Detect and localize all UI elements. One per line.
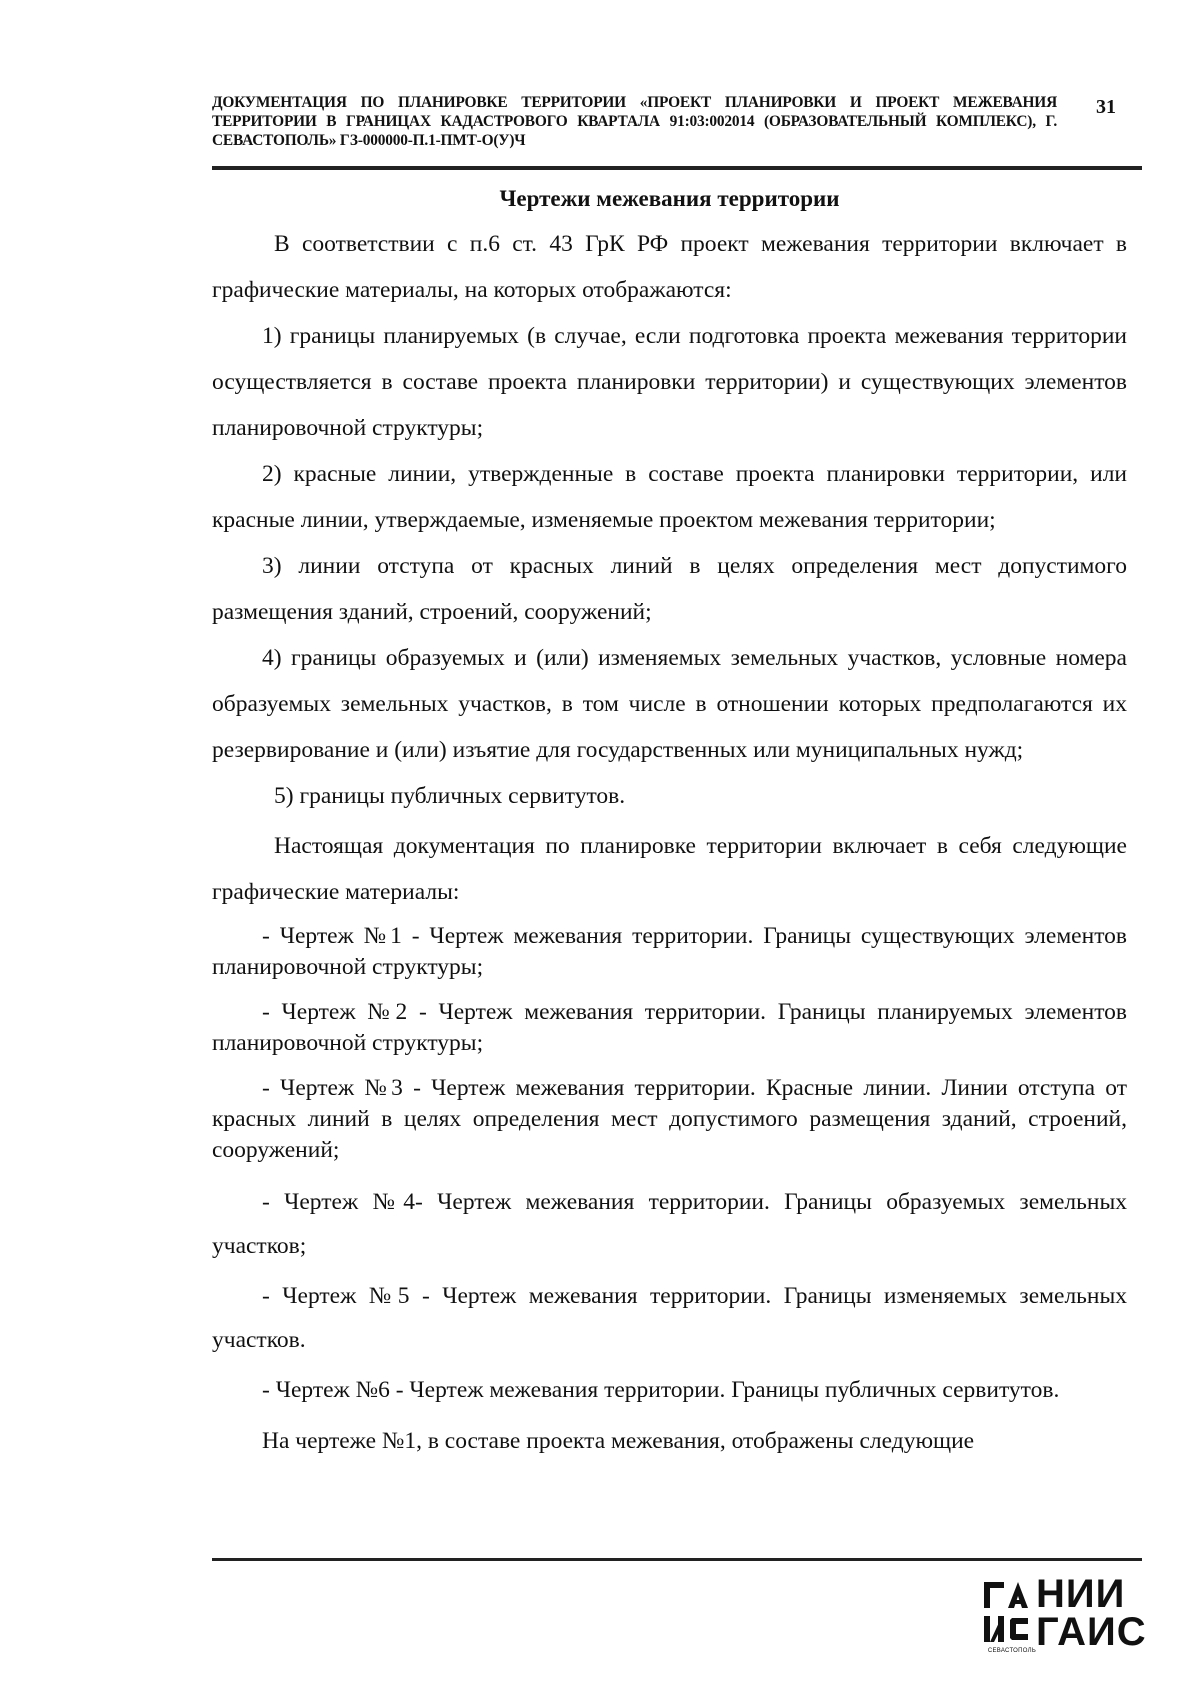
document-body (212, 182, 1127, 1464)
drawing-item: - Чертеж №1 - Чертеж межевания территории. Границы существующих элементов планировочной структуры; (212, 923, 1127, 980)
logo-text-gais: ГАИС (1036, 1610, 1147, 1654)
list-item: 2) красные линии, утвержденные в составе проекта планировки территории, или красные линии, утверждаемые, изменяемые проектом межевания территории; (212, 461, 1127, 533)
drawing-item: - Чертеж №5 - Чертеж межевания территории. Границы изменяемых земельных участков. (212, 1283, 1127, 1353)
footer-divider (212, 1558, 1142, 1561)
drawing-item: - Чертеж №3 - Чертеж межевания территории. Красные линии. Линии отступа от красных линий в целях определения мест допустимого размещения зданий, строений, сооружений; (212, 1075, 1127, 1163)
logo-text-nii: НИИ (1036, 1572, 1126, 1616)
page-number: 31 (1096, 96, 1116, 118)
logo-caption: СЕВАСТОПОЛЬ (987, 1648, 1037, 1654)
drawing-item: - Чертеж №2 - Чертеж межевания территории. Границы планируемых элементов планировочной структуры; (212, 999, 1127, 1056)
list-item: 1) границы планируемых (в случае, если подготовка проекта межевания территории осуществляется в составе проекта планировки территории) и существующих элементов планировочной структуры; (212, 323, 1127, 441)
giac-logo-icon (982, 1580, 1030, 1646)
drawing-item: - Чертеж №4- Чертеж межевания территории. Границы образуемых земельных участков; (212, 1189, 1127, 1259)
section-title: Чертежи межевания территории (499, 186, 840, 211)
document-header: ДОКУМЕНТАЦИЯ ПО ПЛАНИРОВКЕ ТЕРРИТОРИИ «ПРОЕКТ ПЛАНИРОВКИ И ПРОЕКТ МЕЖЕВАНИЯ ТЕРРИТОРИИ В ГРАНИЦАХ КАДАСТРОВОГО КВАРТАЛА 91:03:002014 (ОБРАЗОВАТЕЛЬНЫЙ КОМПЛЕКС), Г. СЕВАСТОПОЛЬ» ГЗ-000000-П.1-ПМТ-О(У)Ч (212, 94, 1057, 149)
intro-paragraph: В соответствии с п.6 ст. 43 ГрК РФ проект межевания территории включает в графические материалы, на которых отображаются: (212, 231, 1127, 303)
list-item: 5) границы публичных сервитутов. (274, 783, 626, 809)
list-item: 3) линии отступа от красных линий в целях определения мест допустимого размещения зданий, строений, сооружений; (212, 553, 1127, 625)
final-paragraph: На чертеже №1, в составе проекта межевания, отображены следующие (262, 1428, 975, 1454)
summary-paragraph: Настоящая документация по планировке территории включает в себя следующие графические материалы: (212, 833, 1127, 905)
header-divider (212, 166, 1142, 170)
company-logo (982, 1572, 1150, 1660)
list-item: 4) границы образуемых и (или) изменяемых земельных участков, условные номера образуемых земельных участков, в том числе в отношении которых предполагаются их резервирование и (или) изъятие для государственных или муниципальных нужд; (212, 645, 1127, 763)
drawing-item: - Чертеж №6 - Чертеж межевания территории. Границы публичных сервитутов. (262, 1377, 1060, 1403)
